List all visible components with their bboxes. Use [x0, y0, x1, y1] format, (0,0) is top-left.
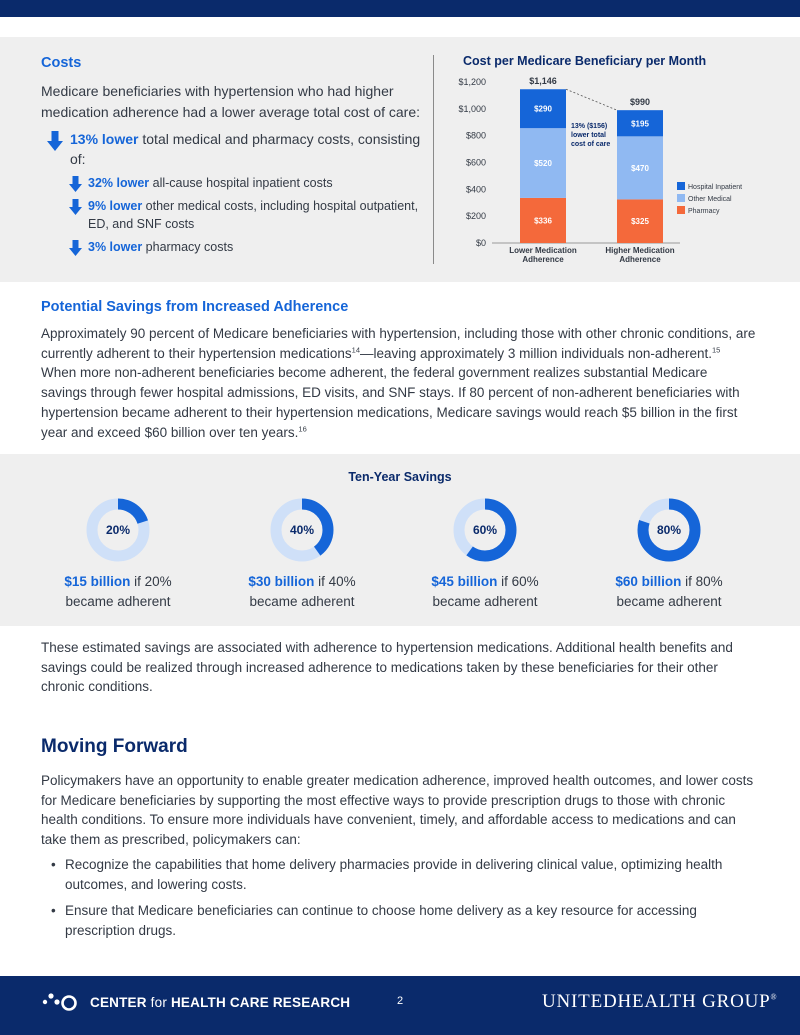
y-tick-label: $600 — [465, 157, 486, 168]
legend-label: Pharmacy — [688, 208, 720, 215]
pharmacy-cost-emph: 3% lower — [88, 240, 143, 254]
bullet-symbol: • — [51, 903, 56, 918]
y-tick-label: $800 — [465, 130, 486, 141]
bullet-symbol: • — [51, 857, 56, 872]
scenario-condition-line2: became adherent — [616, 594, 722, 609]
annotation-text: lower total — [571, 132, 607, 139]
donut-chart — [637, 498, 701, 562]
chart-title: Cost per Medicare Beneficiary per Month — [463, 54, 707, 68]
annotation-text: 13% ($156) — [571, 123, 608, 130]
divider — [433, 55, 434, 264]
legend-label: Other Medical — [688, 196, 732, 203]
costs-section — [41, 55, 426, 256]
inpatient-cost-item — [41, 174, 426, 192]
scenario-condition: if 80% — [681, 574, 723, 589]
cost-chart — [440, 70, 780, 270]
footer-org-a: CENTER — [90, 995, 151, 1010]
scenario-condition-line2: became adherent — [249, 594, 355, 609]
inpatient-cost-emph: 32% lower — [88, 176, 150, 190]
scenario-condition: if 20% — [130, 574, 172, 589]
savings-paragraph — [41, 324, 756, 442]
estimate-paragraph: These estimated savings are associated with adherence to hypertension medications. Additional health benefits and savings could be realized through increased adherence to medications taken by these beneficiaries for their other chronic conditions. — [41, 640, 733, 695]
scenario-condition: if 60% — [497, 574, 539, 589]
down-arrow-icon — [47, 131, 63, 151]
footer — [0, 976, 800, 1035]
savings-scenario — [584, 498, 754, 612]
footer-org-b: for — [150, 995, 168, 1010]
brand-logo — [542, 991, 777, 1013]
footer-org-c: HEALTH CARE RESEARCH — [167, 995, 351, 1010]
scenario-caption — [217, 572, 387, 612]
legend-swatch — [677, 194, 685, 202]
inpatient-cost-text: all-cause hospital inpatient costs — [149, 176, 333, 190]
savings-amount: $45 billion — [431, 574, 498, 589]
x-category-label: Lower Medication — [509, 246, 577, 255]
recommendation-list — [41, 855, 756, 947]
y-tick-label: $1,200 — [458, 77, 486, 87]
brand-name: UNITEDHEALTH GROUP — [542, 991, 771, 1012]
scenario-caption — [584, 572, 754, 612]
paragraph-text: When more non-adherent beneficiaries become adherent, the federal government realizes substantial Medicare savings through fewer hospital admissions, ED visits, and SNF stays. If 80 percent of non-adherent beneficiaries with hypertension became adherent to their hypertension medications, Medicare savings would reach $5 billion in the first year and exceed $60 billion over ten years. — [41, 365, 740, 440]
x-category-label: Higher Medication — [605, 246, 675, 255]
costs-intro: Medicare beneficiaries with hypertension who had higher medication adherence had a lower average total cost of care: — [41, 83, 421, 120]
total-label: $1,146 — [529, 76, 557, 87]
y-tick-label: $1,000 — [458, 103, 486, 114]
scenario-caption — [400, 572, 570, 612]
difference-connector — [566, 89, 617, 110]
donut-label: 20% — [105, 523, 131, 537]
total-label: $990 — [629, 97, 651, 108]
footnote-ref: 15 — [711, 345, 721, 355]
savings-amount: $60 billion — [615, 574, 682, 589]
donut-chart — [270, 498, 334, 562]
legend-swatch — [677, 182, 685, 190]
down-arrow-icon — [69, 240, 82, 256]
footer-org-name — [90, 995, 350, 1010]
donut-chart — [86, 498, 150, 562]
brand-mark: ® — [770, 992, 778, 1002]
donut-chart — [453, 498, 517, 562]
pharmacy-cost-item — [41, 238, 426, 256]
page-number: 2 — [397, 995, 404, 1007]
savings-scenario — [217, 498, 387, 612]
footnote-ref: 16 — [298, 424, 307, 434]
other-medical-cost-text: other medical costs, including hospital outpatient, ED, and SNF costs — [88, 199, 419, 231]
legend-label: Hospital Inpatient — [688, 184, 743, 191]
pharmacy-cost-text: pharmacy costs — [142, 240, 234, 254]
scenario-condition-line2: became adherent — [65, 594, 171, 609]
annotation-text: cost of care — [571, 141, 611, 148]
logo-dots-icon — [40, 990, 80, 1014]
down-arrow-icon — [69, 199, 82, 215]
savings-scenario — [400, 498, 570, 612]
donut-label: 40% — [289, 523, 315, 537]
ten-year-title: Ten-Year Savings — [348, 470, 452, 484]
scenario-condition: if 40% — [314, 574, 356, 589]
data-label: $325 — [631, 217, 649, 227]
y-tick-label: $0 — [475, 238, 486, 248]
footnote-ref: 14 — [351, 345, 361, 355]
other-medical-cost-item — [41, 197, 426, 233]
total-cost-text: total medical and pharmacy costs, consisting of: — [70, 131, 421, 167]
list-item-text: Ensure that Medicare beneficiaries can continue to choose home delivery as a key resource for accessing prescription drugs. — [65, 903, 697, 938]
data-label: $290 — [534, 104, 552, 114]
scenario-condition-line2: became adherent — [432, 594, 538, 609]
y-tick-label: $200 — [465, 211, 486, 222]
data-label: $336 — [534, 216, 552, 226]
list-item-text: Recognize the capabilities that home delivery pharmacies provide in delivering clinical value, optimizing health outcomes, and lowering costs. — [65, 857, 723, 892]
top-banner — [0, 0, 800, 17]
paragraph-text: Approximately 90 percent of Medicare beneficiaries with hypertension, including those with other chronic conditions, are currently adherent to their hypertension medications — [41, 326, 756, 361]
data-label: $520 — [534, 159, 552, 169]
legend-swatch — [677, 206, 685, 214]
data-label: $470 — [631, 163, 649, 173]
savings-scenario — [33, 498, 203, 612]
moving-forward-paragraph: Policymakers have an opportunity to enable greater medication adherence, improved health outcomes, and lower costs for Medicare beneficiaries by supporting the most effective ways to provide prescription drugs to those with chronic health conditions. To ensure more individuals have convenient, timely, and affordable access to medications and can take them as prescribed, policymakers can: — [41, 773, 754, 848]
y-tick-label: $400 — [465, 184, 486, 195]
total-cost-item — [41, 129, 426, 169]
x-category-label: Adherence — [619, 255, 661, 264]
savings-amount: $15 billion — [64, 574, 131, 589]
savings-amount: $30 billion — [248, 574, 315, 589]
list-item — [41, 901, 756, 941]
down-arrow-icon — [69, 176, 82, 192]
donut-label: 60% — [472, 523, 498, 537]
data-label: $195 — [631, 119, 649, 129]
scenario-caption — [33, 572, 203, 612]
costs-heading: Costs — [41, 55, 82, 71]
moving-forward-heading: Moving Forward — [41, 736, 188, 757]
savings-heading: Potential Savings from Increased Adherence — [41, 299, 349, 315]
list-item — [41, 855, 756, 895]
other-medical-cost-emph: 9% lower — [88, 199, 143, 213]
x-category-label: Adherence — [522, 255, 564, 264]
paragraph-text: —leaving approximately 3 million individuals non-adherent. — [360, 345, 712, 361]
total-cost-emph: 13% lower — [70, 131, 139, 147]
donut-label: 80% — [656, 523, 682, 537]
ten-year-panel — [0, 454, 800, 626]
